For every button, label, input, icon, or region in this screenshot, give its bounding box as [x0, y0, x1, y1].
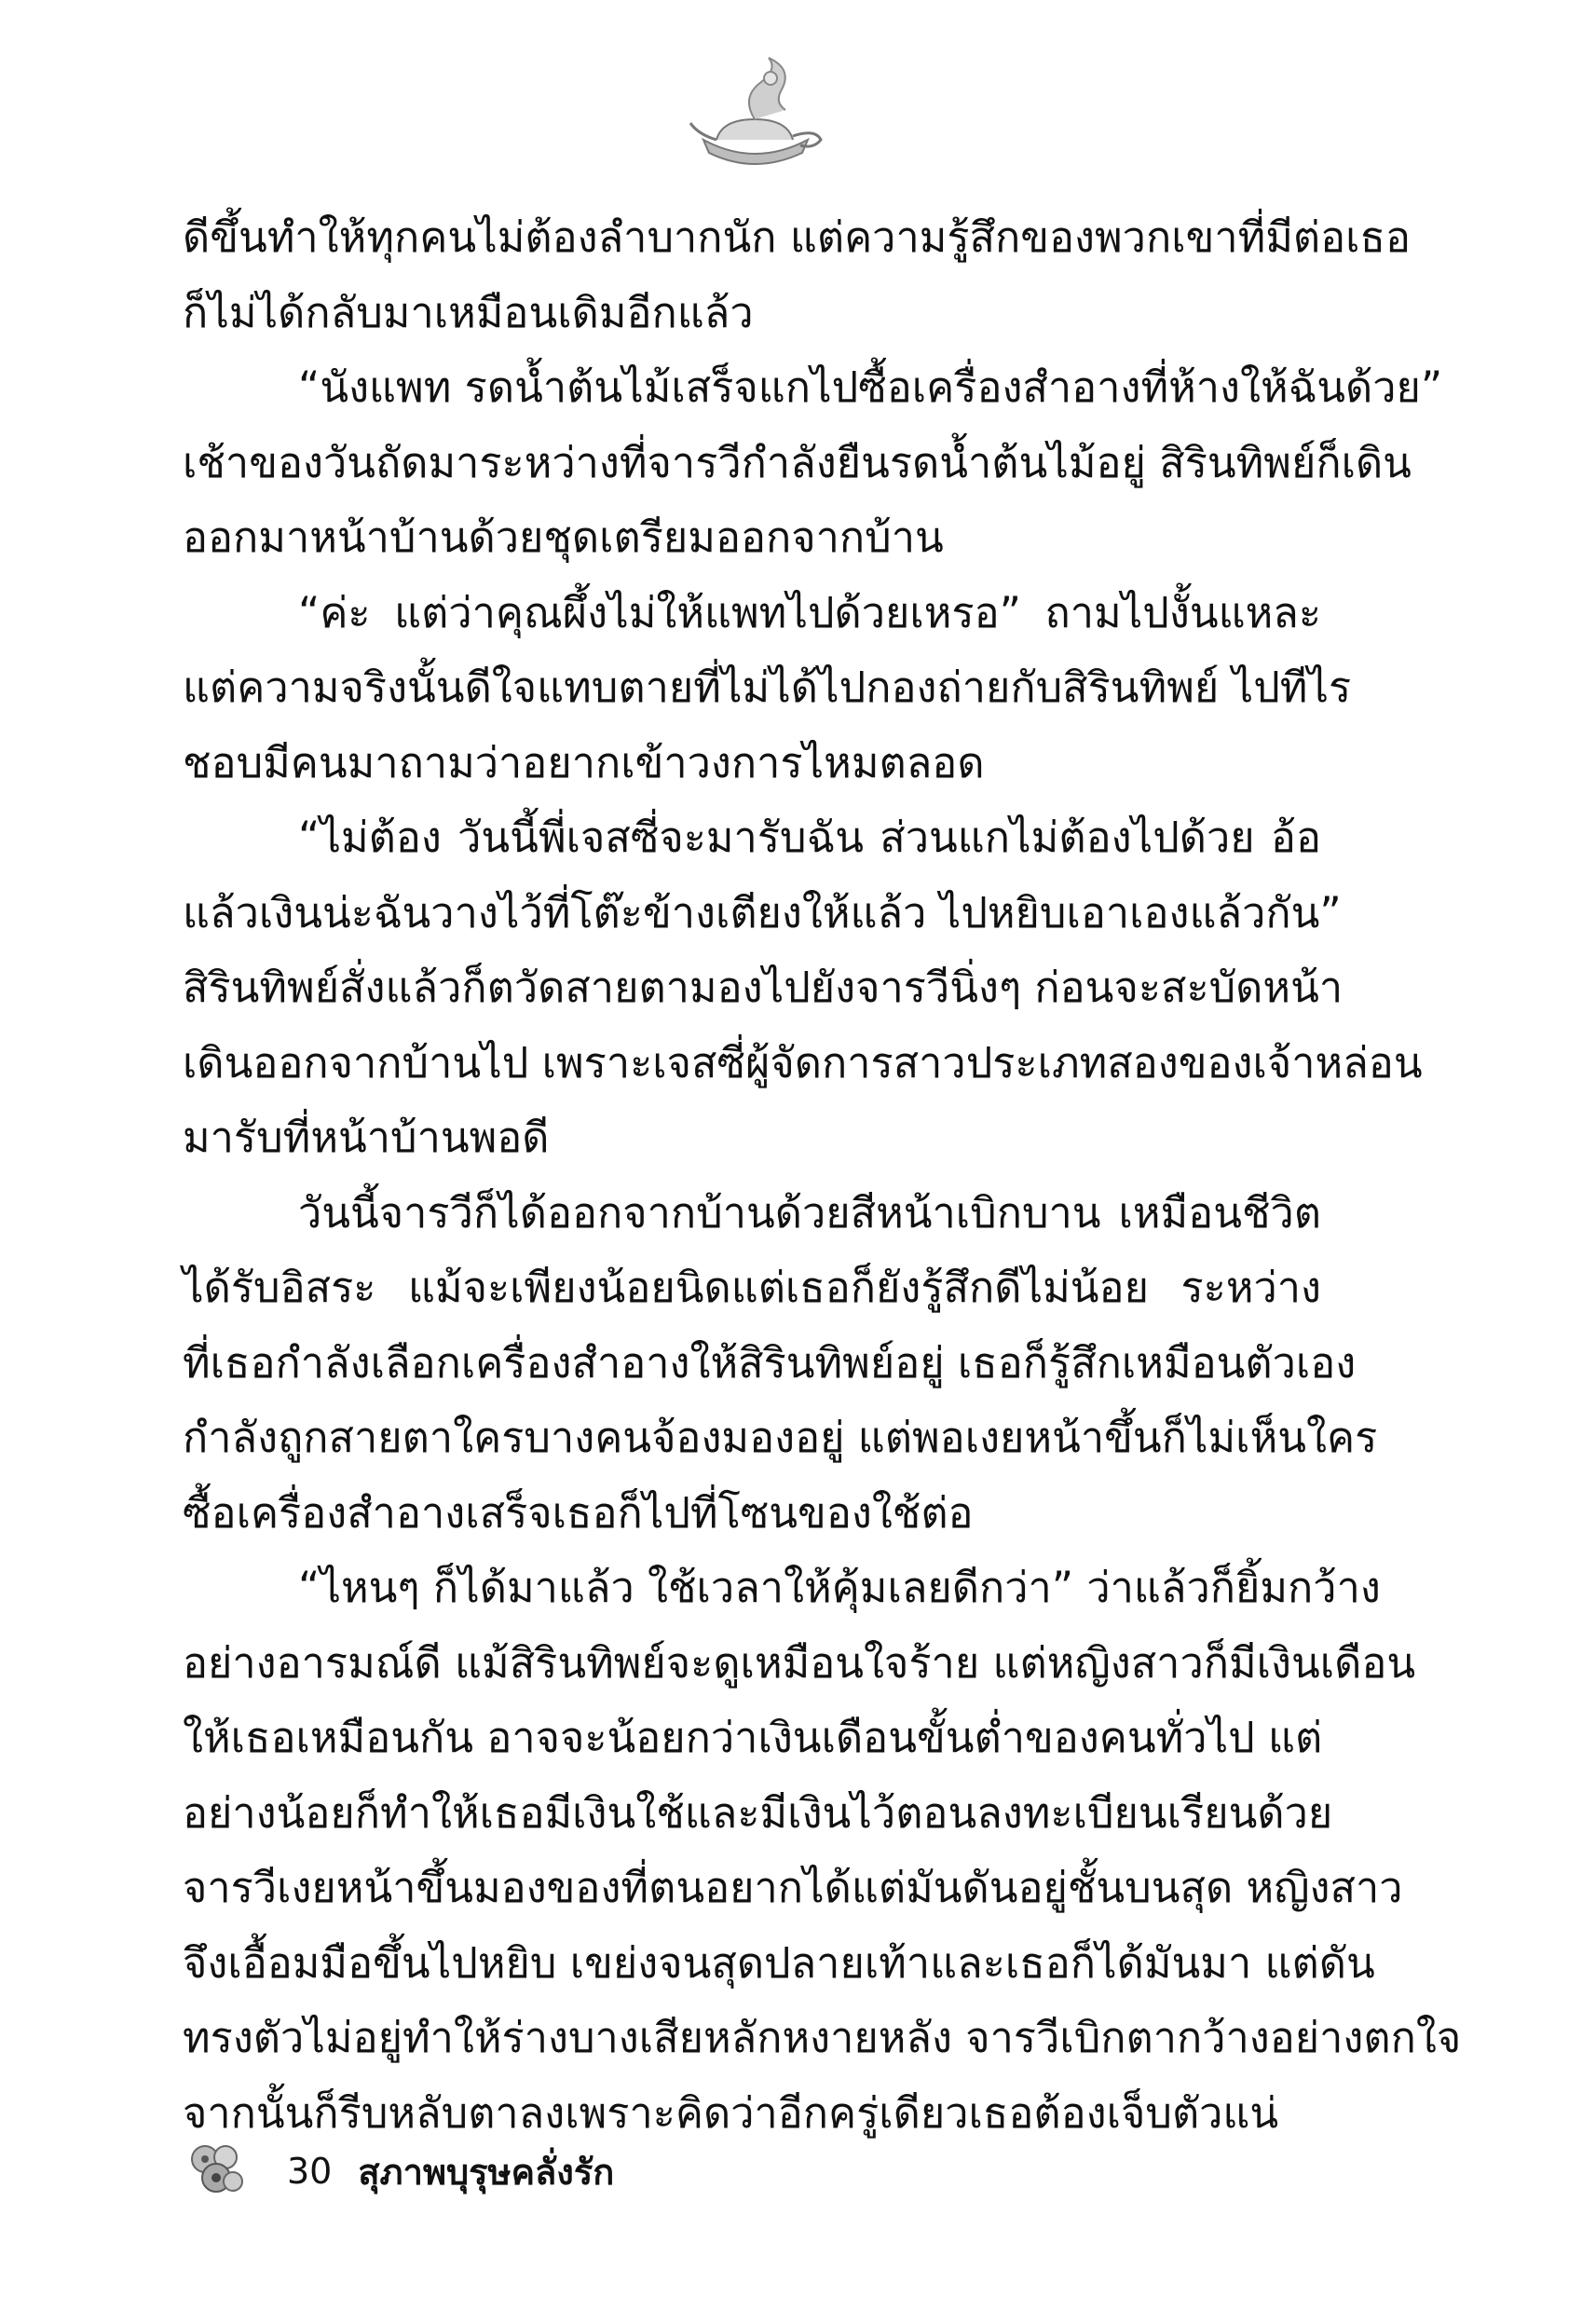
text-line: “ค่ะ แต่ว่าคุณผึ้งไม่ให้แพทไปด้วยเหรอ” ถามไปงั้นแหละ	[298, 587, 1321, 637]
body-text	[183, 200, 1462, 2151]
paragraph	[183, 1176, 1378, 1552]
text-line: สิรินทิพย์สั่งแล้วก็ตวัดสายตามองไปยังจารวีนิ่งๆ ก่อนจะสะบัดหน้า	[183, 963, 1344, 1012]
flower-ornament-icon	[184, 2139, 250, 2204]
text-line: แล้วเงินน่ะฉันวางไว้ที่โต๊ะข้างเตียงให้แล้ว ไปหยิบเอาเองแล้วกัน”	[183, 887, 1342, 937]
genie-lamp-icon	[685, 54, 825, 175]
text-line: “ไม่ต้อง วันนี้พี่เจสซี่จะมารับฉัน ส่วนแกไม่ต้องไปด้วย อ้อ	[298, 813, 1321, 862]
text-line: เดินออกจากบ้านไป เพราะเจสซี่ผู้จัดการสาวประเภทสองของเจ้าหล่อน	[183, 1037, 1423, 1087]
text-line: ก็ไม่ได้กลับมาเหมือนเดิมอีกแล้ว	[183, 287, 754, 337]
text-line: ออกมาหน้าบ้านด้วยชุดเตรียมออกจากบ้าน	[183, 513, 944, 562]
book-title: สุภาพบุรุษคลั่งรัก	[358, 2151, 615, 2193]
text-line: มารับที่หน้าบ้านพอดี	[183, 1113, 550, 1162]
text-line: ให้เธอเหมือนกัน อาจจะน้อยกว่าเงินเดือนขั้นต่ำของคนทั่วไป แต่	[183, 1713, 1323, 1762]
text-line: ที่เธอกำลังเลือกเครื่องสำอางให้สิรินทิพย์อยู่ เธอก็รู้สึกเหมือนตัวเอง	[183, 1337, 1357, 1388]
paragraph	[183, 1551, 1462, 2151]
paragraph	[183, 800, 1423, 1176]
text-line: อย่างน้อยก็ทำให้เธอมีเงินใช้และมีเงินไว้ตอนลงทะเบียนเรียนด้วย	[183, 1787, 1333, 1838]
page-number: 30	[287, 2151, 333, 2192]
paragraph	[183, 350, 1443, 576]
paragraph	[183, 576, 1352, 801]
text-line: จากนั้นก็รีบหลับตาลงเพราะคิดว่าอีกครู่เดียวเธอต้องเจ็บตัวแน่	[183, 2087, 1279, 2138]
text-line: แต่ความจริงนั้นดีใจแทบตายที่ไม่ได้ไปกองถ่ายกับสิรินทิพย์ ไปทีไร	[183, 663, 1352, 712]
text-line: ทรงตัวไม่อยู่ทำให้ร่างบางเสียหลักหงายหลัง จารวีเบิกตากว้างอย่างตกใจ	[183, 2013, 1462, 2062]
text-line: “ไหนๆ ก็ได้มาแล้ว ใช้เวลาให้คุ้มเลยดีกว่า” ว่าแล้วก็ยิ้มกว้าง	[298, 1563, 1381, 1612]
text-line: กำลังถูกสายตาใครบางคนจ้องมองอยู่ แต่พอเงยหน้าขึ้นก็ไม่เห็นใคร	[183, 1413, 1378, 1462]
text-line: ได้รับอิสระ แม้จะเพียงน้อยนิดแต่เธอก็ยังรู้สึกดีไม่น้อย ระหว่าง	[183, 1263, 1321, 1312]
paragraph	[183, 200, 1412, 350]
text-line: ดีขึ้นทำให้ทุกคนไม่ต้องลำบากนัก แต่ความรู้สึกของพวกเขาที่มีต่อเธอ	[183, 212, 1412, 262]
text-line: เช้าของวันถัดมาระหว่างที่จารวีกำลังยืนรดน้ำต้นไม้อยู่ สิรินทิพย์ก็เดิน	[183, 437, 1412, 487]
text-line: วันนี้จารวีก็ได้ออกจากบ้านด้วยสีหน้าเบิกบาน เหมือนชีวิต	[298, 1187, 1321, 1238]
text-line: ชอบมีคนมาถามว่าอยากเข้าวงการไหมตลอด	[183, 737, 985, 787]
text-line: อย่างอารมณ์ดี แม้สิรินทิพย์จะดูเหมือนใจร้าย แต่หญิงสาวก็มีเงินเดือน	[183, 1637, 1416, 1688]
text-line: ซื้อเครื่องสำอางเสร็จเธอก็ไปที่โซนของใช้ต่อ	[183, 1487, 974, 1538]
text-line: จารวีเงยหน้าขึ้นมองของที่ตนอยากได้แต่มันดันอยู่ชั้นบนสุด หญิงสาว	[183, 1863, 1403, 1912]
page-footer	[184, 2134, 614, 2208]
text-line: จึงเอื้อมมือขึ้นไปหยิบ เขย่งจนสุดปลายเท้าและเธอก็ได้มันมา แต่ดัน	[183, 1937, 1375, 1988]
text-line: “นังแพท รดน้ำต้นไม้เสร็จแกไปซื้อเครื่องสำอางที่ห้างให้ฉันด้วย”	[298, 362, 1443, 412]
